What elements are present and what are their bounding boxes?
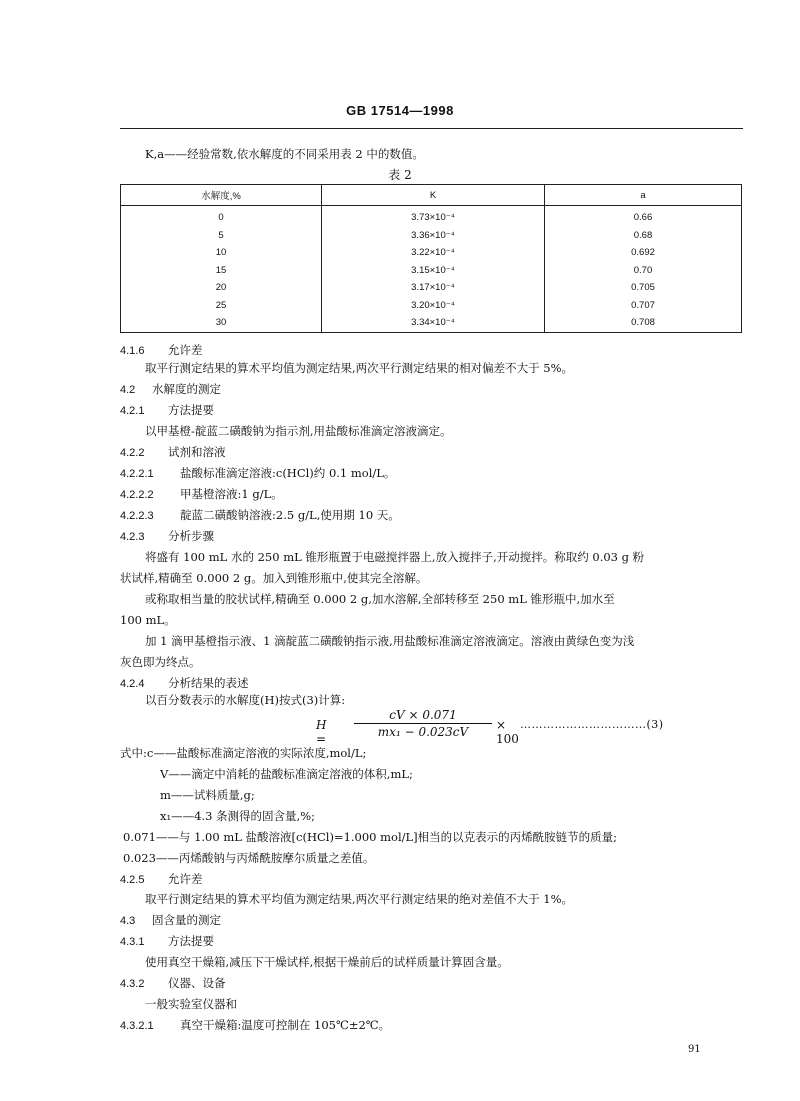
section-number: 4.1.6 xyxy=(120,345,145,357)
section-text: 盐酸标准滴定溶液:c(HCl)约 0.1 mol/L。 xyxy=(180,466,396,480)
section-4-2-5-heading xyxy=(120,871,203,887)
section-title: 仪器、设备 xyxy=(168,976,226,990)
col-header-k: K xyxy=(322,185,545,206)
section-number: 4.2.2.1 xyxy=(120,468,154,480)
cell-a: 0.707 xyxy=(545,297,742,315)
variable-definition: V——滴定中消耗的盐酸标准滴定溶液的体积,mL; xyxy=(160,767,413,781)
section-title: 水解度的测定 xyxy=(152,382,221,396)
formula-lhs: H = xyxy=(316,718,327,746)
section-title: 试剂和溶液 xyxy=(168,445,226,459)
section-number: 4.2.1 xyxy=(120,405,145,417)
section-4-2-3-heading xyxy=(120,528,214,544)
section-4-2-4-heading xyxy=(120,675,249,691)
section-number: 4.2.2.2 xyxy=(120,489,154,501)
section-text: 甲基橙溶液:1 g/L。 xyxy=(180,487,283,501)
section-title: 分析结果的表述 xyxy=(168,676,249,690)
cell-k: 3.36×10⁻⁴ xyxy=(322,227,545,245)
section-number: 4.2.5 xyxy=(120,874,145,886)
formula-fraction xyxy=(354,708,492,739)
variable-definition: m——试料质量,g; xyxy=(160,788,255,802)
formula-multiplier: × 100 xyxy=(496,718,519,746)
cell-hydrolysis: 5 xyxy=(121,227,322,245)
variable-definition: 0.023——丙烯酸钠与丙烯酰胺摩尔质量之差值。 xyxy=(123,851,375,865)
cell-k: 3.20×10⁻⁴ xyxy=(322,297,545,315)
section-number: 4.2 xyxy=(120,384,136,396)
cell-k: 3.34×10⁻⁴ xyxy=(322,314,545,332)
paragraph: 一般实验室仪器和 xyxy=(145,997,237,1011)
cell-k: 3.15×10⁻⁴ xyxy=(322,262,545,280)
cell-a: 0.708 xyxy=(545,314,742,332)
section-number: 4.2.4 xyxy=(120,678,145,690)
table-row xyxy=(121,244,742,262)
cell-hydrolysis: 25 xyxy=(121,297,322,315)
paragraph: 或称取相当量的胶状试样,精确至 0.000 2 g,加水溶解,全部转移至 250 mL 锥形瓶中,加水至 xyxy=(145,592,615,606)
table-row xyxy=(121,314,742,332)
constants-description: K,a——经验常数,依水解度的不同采用表 2 中的数值。 xyxy=(145,147,424,161)
paragraph: 使用真空干燥箱,减压下干燥试样,根据干燥前后的试样质量计算固含量。 xyxy=(145,955,509,969)
formula-numerator: cV × 0.071 xyxy=(354,708,492,724)
table-row xyxy=(121,279,742,297)
cell-a: 0.66 xyxy=(545,206,742,227)
cell-hydrolysis: 15 xyxy=(121,262,322,280)
table-row xyxy=(121,227,742,245)
table-row xyxy=(121,262,742,280)
cell-a: 0.692 xyxy=(545,244,742,262)
section-4-2-2-1 xyxy=(120,465,395,481)
cell-hydrolysis: 20 xyxy=(121,279,322,297)
col-header-a: a xyxy=(545,185,742,206)
cell-k: 3.73×10⁻⁴ xyxy=(322,206,545,227)
section-title: 方法提要 xyxy=(168,934,214,948)
section-4-2-2-heading xyxy=(120,444,226,460)
section-text: 靛蓝二磺酸钠溶液:2.5 g/L,使用期 10 天。 xyxy=(180,508,400,522)
hydrolysis-constants-table xyxy=(120,184,742,333)
variable-definition: x₁——4.3 条测得的固含量,%; xyxy=(160,809,315,823)
cell-hydrolysis: 10 xyxy=(121,244,322,262)
paragraph-continuation: 灰色即为终点。 xyxy=(120,655,201,669)
standard-header: GB 17514—1998 xyxy=(346,103,454,118)
section-number: 4.3.2.1 xyxy=(120,1020,154,1032)
table-row xyxy=(121,206,742,227)
variable-definition: 0.071——与 1.00 mL 盐酸溶液[c(HCl)=1.000 mol/L]相当的以克表示的丙烯酰胺链节的质量; xyxy=(123,830,618,844)
section-title: 固含量的测定 xyxy=(152,913,221,927)
section-number: 4.3.1 xyxy=(120,936,145,948)
paragraph: 取平行测定结果的算术平均值为测定结果,两次平行测定结果的相对偏差不大于 5%。 xyxy=(145,361,574,375)
section-title: 方法提要 xyxy=(168,403,214,417)
section-4-2-2-2 xyxy=(120,486,283,502)
header-rule xyxy=(120,128,743,129)
paragraph: 取平行测定结果的算术平均值为测定结果,两次平行测定结果的绝对差值不大于 1%。 xyxy=(145,892,574,906)
paragraph: 以甲基橙-靛蓝二磺酸钠为指示剂,用盐酸标准滴定溶液滴定。 xyxy=(145,424,452,438)
section-4-1-6-heading xyxy=(120,342,203,358)
equation-number: ……………………………(3) xyxy=(520,718,664,731)
section-number: 4.2.3 xyxy=(120,531,145,543)
page-number: 91 xyxy=(688,1044,701,1055)
section-title: 允许差 xyxy=(168,872,203,886)
formula-denominator: mx₁ − 0.023cV xyxy=(377,725,469,739)
paragraph: 加 1 滴甲基橙指示液、1 滴靛蓝二磺酸钠指示液,用盐酸标准滴定溶液滴定。溶液由黄绿色变为浅 xyxy=(145,634,635,648)
paragraph: 以百分数表示的水解度(H)按式(3)计算: xyxy=(145,693,346,707)
paragraph-continuation: 100 mL。 xyxy=(120,613,176,627)
cell-k: 3.17×10⁻⁴ xyxy=(322,279,545,297)
section-4-2-1-heading xyxy=(120,402,214,418)
col-header-hydrolysis: 水解度,% xyxy=(121,185,322,206)
variable-definition: 式中:c——盐酸标准滴定溶液的实际浓度,mol/L; xyxy=(120,746,367,760)
table-title: 表 2 xyxy=(388,168,412,182)
section-number: 4.2.2.3 xyxy=(120,510,154,522)
cell-a: 0.70 xyxy=(545,262,742,280)
section-title: 分析步骤 xyxy=(168,529,214,543)
cell-k: 3.22×10⁻⁴ xyxy=(322,244,545,262)
section-4-2-heading xyxy=(120,381,221,397)
table-row xyxy=(121,297,742,315)
cell-hydrolysis: 0 xyxy=(121,206,322,227)
section-number: 4.2.2 xyxy=(120,447,145,459)
section-number: 4.3 xyxy=(120,915,136,927)
paragraph: 将盛有 100 mL 水的 250 mL 锥形瓶置于电磁搅拌器上,放入搅拌子,开动搅拌。称取约 0.03 g 粉 xyxy=(145,550,645,564)
section-4-3-heading xyxy=(120,912,221,928)
section-title: 允许差 xyxy=(168,343,203,357)
section-4-3-1-heading xyxy=(120,933,214,949)
section-4-2-2-3 xyxy=(120,507,400,523)
cell-a: 0.705 xyxy=(545,279,742,297)
section-4-3-2-heading xyxy=(120,975,226,991)
cell-a: 0.68 xyxy=(545,227,742,245)
cell-hydrolysis: 30 xyxy=(121,314,322,332)
section-4-3-2-1 xyxy=(120,1017,390,1033)
section-text: 真空干燥箱:温度可控制在 105℃±2℃。 xyxy=(180,1018,391,1032)
section-number: 4.3.2 xyxy=(120,978,145,990)
paragraph-continuation: 状试样,精确至 0.000 2 g。加入到锥形瓶中,使其完全溶解。 xyxy=(120,571,428,585)
